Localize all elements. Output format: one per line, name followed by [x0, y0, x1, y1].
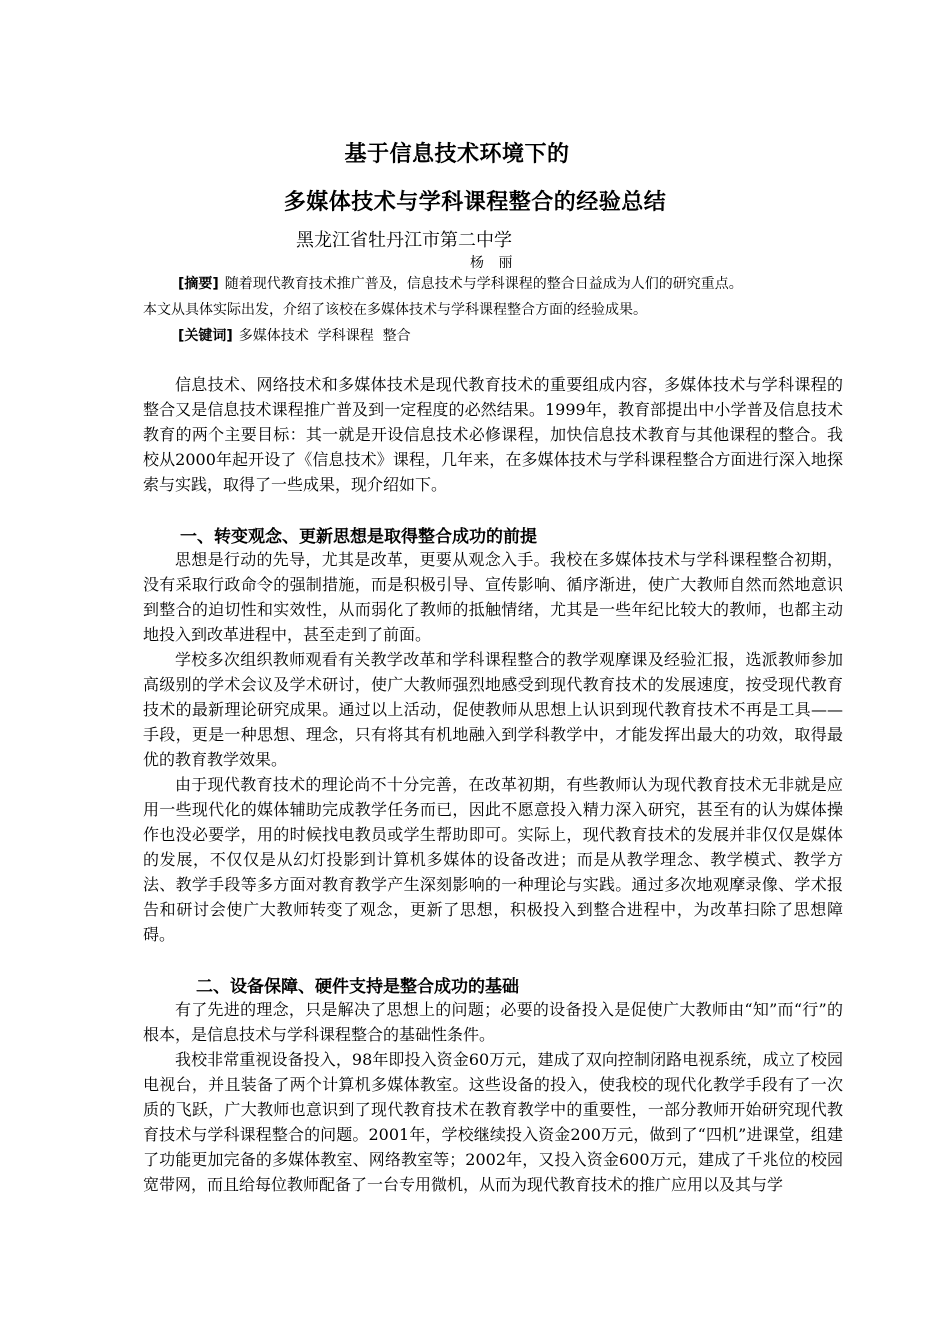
section-1-paragraph: 由于现代教育技术的理论尚不十分完善，在改革初期，有些教师认为现代教育技术无非就是应用一些现代化的媒体辅助完成教学任务而已，因此不愿意投入精力深入研究，甚至有的认为媒体操作也没必要学，用的时候找电教员或学生帮助即可。实际上，现代教育技术的发展并非仅仅是媒体的发展，不仅仅是从幻灯投影到计算机多媒体的设备改进；而是从教学理念、教学模式、教学方法、教学手段等多方面对教育教学产生深刻影响的一种理论与实践。通过多次地观摩录像、学术报告和研讨会使广大教师转变了观念，更新了思想，积极投入到整合进程中，为改革扫除了思想障碍。 [143, 775, 843, 944]
abstract-text-1: 随着现代教育技术推广普及，信息技术与学科课程的整合日益成为人们的研究重点。 [224, 276, 743, 292]
abstract-line-2: 本文从具体实际出发，介绍了该校在多媒体技术与学科课程整合方面的经验成果。 [143, 302, 647, 318]
section-2-heading: 二、设备保障、硬件支持是整合成功的基础 [196, 977, 519, 997]
abstract-label: [摘要] [178, 276, 219, 292]
section-1-paragraph: 思想是行动的先导，尤其是改革，更要从观念入手。我校在多媒体技术与学科课程整合初期，没有采取行政命令的强制措施，而是积极引导、宣传影响、循序渐进，使广大教师自然而然地意识到整合的迫切性和实效性，从而弱化了教师的抵触情绪，尤其是一些年纪比较大的教师，也都主动地投入到改革进程中，甚至走到了前面。 [143, 550, 843, 644]
keywords-label: [关键词] [178, 328, 233, 344]
keywords-text: 多媒体技术 学科课程 整合 [238, 328, 411, 344]
section-1-paragraph: 学校多次组织教师观看有关教学改革和学科课程整合的教学观摩课及经验汇报，选派教师参加高级别的学术会议及学术研讨，使广大教师强烈地感受到现代教育技术的发展速度，按受现代教育技术的最新理论研究成果。通过以上活动，促使教师从思想上认识到现代教育技术不再是工具——手段，更是一种思想、理念，只有将其有机地融入到学科教学中，才能发挥出最大的功效，取得最优的教育教学效果。 [143, 650, 843, 769]
school-name: 黑龙江省牡丹江市第二中学 [296, 230, 512, 251]
keywords-line [178, 324, 411, 348]
section-1-body [143, 547, 843, 947]
title-line-1: 基于信息技术环境下的 [344, 142, 570, 167]
intro-paragraph: 信息技术、网络技术和多媒体技术是现代教育技术的重要组成内容，多媒体技术与学科课程的整合又是信息技术课程推广普及到一定程度的必然结果。1999年，教育部提出中小学普及信息技术教育的两个主要目标：其一就是开设信息技术必修课程，加快信息技术教育与其他课程的整合。我校从2000年起开设了《信息技术》课程，几年来，在多媒体技术与学科课程整合方面进行深入地探索与实践，取得了一些成果，现介绍如下。 [143, 375, 843, 494]
intro-section [143, 372, 843, 497]
author-name: 杨 丽 [470, 255, 518, 271]
section-2-paragraph: 我校非常重视设备投入，98年即投入资金60万元，建成了双向控制闭路电视系统，成立了校园电视台，并且装备了两个计算机多媒体教室。这些设备的投入，使我校的现代化教学手段有了一次质的飞跃，广大教师也意识到了现代教育技术在教育教学中的重要性，一部分教师开始研究现代教育技术与学科课程整合的问题。2001年，学校继续投入资金200万元，做到了“四机”进课堂，组建了功能更加完备的多媒体教室、网络教室等；2002年，又投入资金600万元，建成了千兆位的校园宽带网，而且给每位教师配备了一台专用微机，从而为现代教育技术的推广应用以及其与学 [143, 1050, 843, 1194]
section-2-paragraph: 有了先进的理念，只是解决了思想上的问题；必要的设备投入是促使广大教师由“知”而“行”的根本，是信息技术与学科课程整合的基础性条件。 [143, 1000, 843, 1044]
section-1-heading: 一、转变观念、更新思想是取得整合成功的前提 [180, 527, 537, 547]
section-2-body [143, 997, 843, 1197]
abstract-line-1 [178, 272, 743, 296]
title-line-2: 多媒体技术与学科课程整合的经验总结 [283, 190, 667, 215]
